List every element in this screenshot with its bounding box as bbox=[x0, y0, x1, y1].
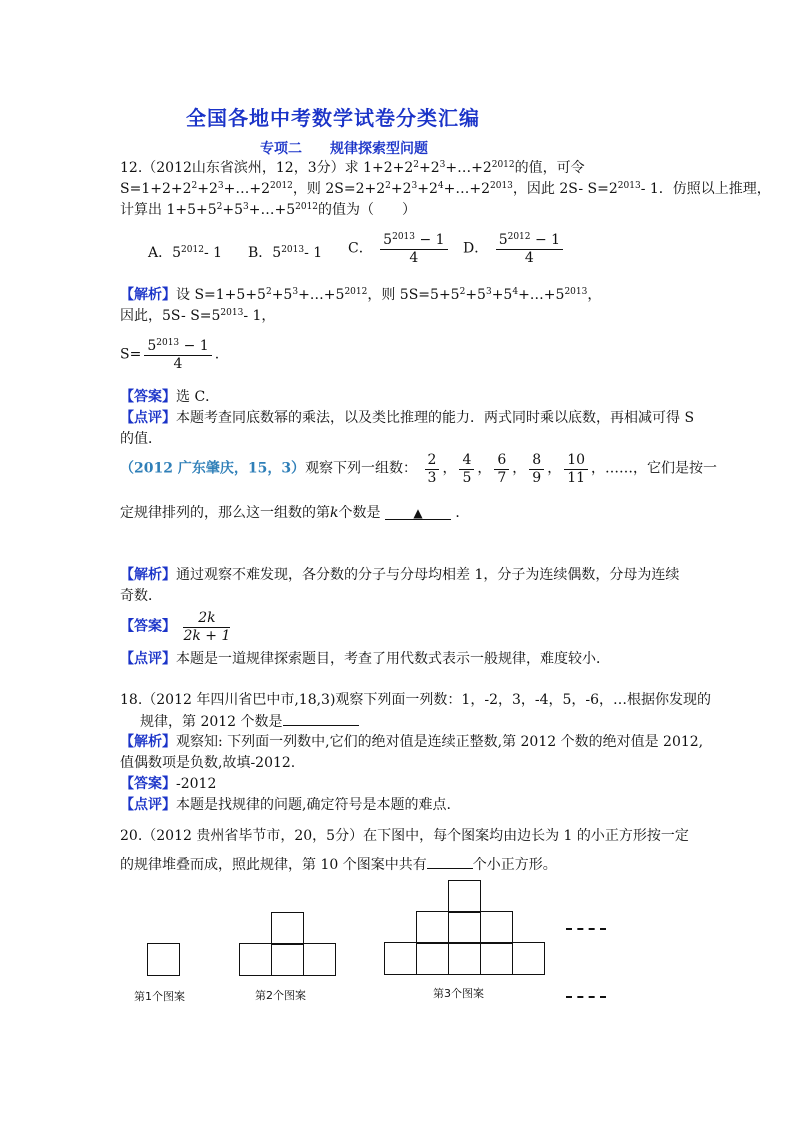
q12-s-formula: S= $\frac{5^{2013} - 1}{4}$ . bbox=[120, 338, 220, 372]
seq-fraction-5: $\frac{10}{11}$ bbox=[564, 452, 588, 487]
option-a: A．$5^{2012}-$ 1 bbox=[148, 245, 223, 261]
seq-fraction-1: $\frac{2}{3}$ bbox=[425, 452, 440, 487]
q12-line2: $S=1+2+2^2+2^3+\dots+2^{2012}$，则 $2S=2+2^2+2^3+2^4+\dots+2^{2013}$，因此 2S- $S=2^{2013}-$ 1．仿照以上推理， bbox=[120, 181, 771, 197]
figure-3-label: 第3个图案 bbox=[433, 987, 484, 1000]
square bbox=[147, 943, 180, 976]
q12-analysis-line2: 因此，5S- $S=5^{2013}-$ 1， bbox=[120, 308, 276, 324]
q18-answer-blank bbox=[283, 713, 359, 726]
q15-comment: 【点评】本题是一道规律探索题目，考查了用代数式表示一般规律，难度较小． bbox=[120, 651, 610, 667]
q15-analysis-line1: 【解析】通过观察不难发现，各分数的分子与分母均相差 1，分子为连续偶数，分母为连续 bbox=[120, 567, 680, 583]
q15-line2: 定规律排列的，那么这一组数的第k个数是 ▲ ． bbox=[120, 505, 470, 521]
figure-2-label: 第2个图案 bbox=[255, 989, 306, 1002]
square bbox=[303, 943, 336, 976]
q18-analysis-line1: 【解析】观察知: 下列面一列数中,它们的绝对值是连续正整数,第 2012 个数的绝对值是 2012, bbox=[120, 734, 704, 750]
q18-analysis-line2: 值偶数项是负数,故填-2012. bbox=[120, 755, 296, 771]
seq-fraction-3: $\frac{6}{7}$ bbox=[494, 452, 509, 487]
answer-fraction: $\frac{2k}{2k + 1}$ bbox=[183, 610, 231, 644]
q12-answer: 【答案】选 C． bbox=[120, 389, 220, 405]
page-title: 全国各地中考数学试卷分类汇编 bbox=[186, 106, 480, 130]
square bbox=[448, 911, 481, 944]
q15-answer: 【答案】 $\frac{2k}{2k + 1}$ bbox=[120, 610, 231, 644]
q18-comment: 【点评】本题是找规律的问题,确定符号是本题的难点. bbox=[120, 797, 451, 813]
continuation-dashes-top bbox=[566, 928, 606, 930]
square bbox=[480, 942, 513, 975]
answer-blank bbox=[385, 507, 451, 520]
q20-line2: 的规律堆叠而成，照此规律，第 10 个图案中共有 个小正方形。 bbox=[120, 857, 557, 873]
square bbox=[512, 942, 545, 975]
option-d-fraction: $\frac{5^{2012} - 1}{4}$ bbox=[496, 232, 563, 267]
q18-answer: 【答案】-2012 bbox=[120, 776, 217, 792]
option-c: C． $\frac{5^{2013} - 1}{4}$ bbox=[348, 232, 451, 267]
seq-fraction-4: $\frac{8}{9}$ bbox=[529, 452, 544, 487]
q12-comment-line1: 【点评】本题考查同底数幂的乘法，以及类比推理的能力．两式同时乘以底数，再相减可得 S bbox=[120, 410, 695, 426]
q15-line1: （2012 广东肇庆，15，3）观察下列一组数： $\frac{2}{3}$ ， $\frac{4}{5}$ ， $\frac{6}{7}$ ， $\frac{8}{9}$ ， $\frac{10}{11}$ ，……，它们是按一 bbox=[120, 452, 718, 486]
square bbox=[448, 880, 481, 913]
seq-fraction-2: $\frac{4}{5}$ bbox=[459, 452, 474, 487]
triangle-icon: ▲ bbox=[413, 506, 423, 520]
q12-analysis-line1: 【解析】设 $S=1+5+5^2+5^3+\dots+5^{2012}$，则 $5S=5+5^2+5^3+5^4+\dots+5^{2013}$， bbox=[120, 287, 602, 303]
q12-line3: 计算出 $1+5+5^2+5^3+\dots+5^{2012}$的值为（ ） bbox=[120, 202, 417, 218]
q12-comment-line2: 的值． bbox=[120, 431, 162, 447]
s-fraction: $\frac{5^{2013} - 1}{4}$ bbox=[144, 338, 211, 373]
q12-line1: 12.（2012山东省滨州，12，3分）求 $1+2+2^2+2^3+\dots+2^{2012}$的值，可令 bbox=[120, 160, 585, 176]
section-subtitle: 专项二 规律探索型问题 bbox=[260, 141, 428, 157]
q18-line2: 规律，第 2012 个数是 bbox=[140, 713, 359, 732]
q18-line1: 18.（2012 年四川省巴中市,18,3)观察下列面一列数：1，-2，3，-4，5，-6，…根据你发现的 bbox=[120, 692, 712, 708]
square bbox=[271, 943, 304, 976]
square bbox=[448, 942, 481, 975]
continuation-dashes-bottom bbox=[566, 996, 606, 998]
square bbox=[239, 943, 272, 976]
q15-analysis-line2: 奇数． bbox=[120, 588, 162, 604]
square bbox=[480, 911, 513, 944]
square bbox=[271, 912, 304, 945]
square bbox=[384, 942, 417, 975]
square bbox=[416, 942, 449, 975]
q20-line1: 20.（2012 贵州省毕节市，20，5分）在下图中，每个图案均由边长为 1 的小正方形按一定 bbox=[120, 828, 689, 844]
option-b: B．$5^{2013}-$ 1 bbox=[248, 245, 323, 261]
q20-answer-blank bbox=[427, 856, 473, 869]
square bbox=[416, 911, 449, 944]
option-d: D． $\frac{5^{2012} - 1}{4}$ bbox=[463, 232, 566, 267]
option-c-fraction: $\frac{5^{2013} - 1}{4}$ bbox=[380, 232, 447, 267]
figure-1-label: 第1个图案 bbox=[134, 990, 185, 1003]
